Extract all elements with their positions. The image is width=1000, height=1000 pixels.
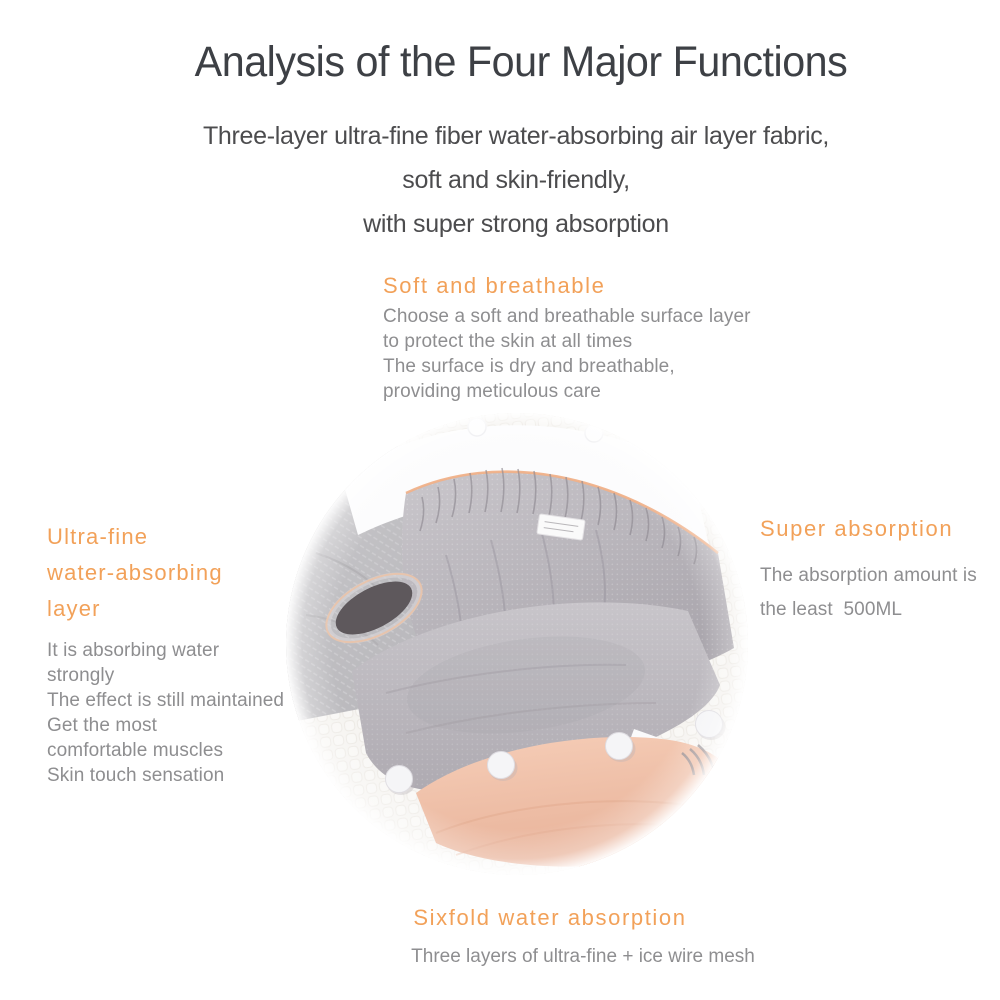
feature-line: The surface is dry and breathable, [383,356,675,377]
feature-description [383,304,783,404]
feature-heading: Soft and breathable [383,273,606,298]
feature-line: the least 500ML [760,599,903,620]
product-photo [286,413,748,875]
feature-line: comfortable muscles [47,740,224,761]
feature-heading-line: layer [47,596,101,621]
feature-heading-line: Ultra-fine [47,524,149,549]
feature-line: It is absorbing water [47,640,220,661]
feature-line: Skin touch sensation [47,765,225,786]
feature-line: The effect is still maintained [47,690,285,711]
feature-heading-sixfold: Sixfold water absorption [413,905,687,930]
feature-line: providing meticulous care [383,381,601,402]
feature-heading-line: water-absorbing [47,560,223,585]
feature-description-sixfold: Three layers of ultra-fine + ice wire mesh [411,946,755,967]
feature-description [47,638,317,788]
page-title: Analysis of the Four Major Functions [194,38,848,86]
product-photo-illustration [286,413,748,875]
subtitle-line: with super strong absorption [363,210,669,238]
feature-line: Get the most [47,715,157,736]
feature-heading: Super absorption [760,516,954,541]
feature-ultrafine-water-absorbing-layer [47,519,317,788]
feature-soft-and-breathable [383,272,783,404]
feature-heading [47,519,317,627]
feature-line: The absorption amount is [760,565,977,586]
feature-line: strongly [47,665,115,686]
photo-edge-fade [286,413,748,875]
feature-super-absorption [760,515,990,627]
feature-description [760,559,990,627]
feature-line: to protect the skin at all times [383,331,633,352]
subtitle-line: Three-layer ultra-fine fiber water-absorbing air layer fabric, [202,122,830,150]
feature-line: Choose a soft and breathable surface layer [383,306,751,327]
page-subtitle [16,114,1000,246]
subtitle-line: soft and skin-friendly, [402,166,630,194]
